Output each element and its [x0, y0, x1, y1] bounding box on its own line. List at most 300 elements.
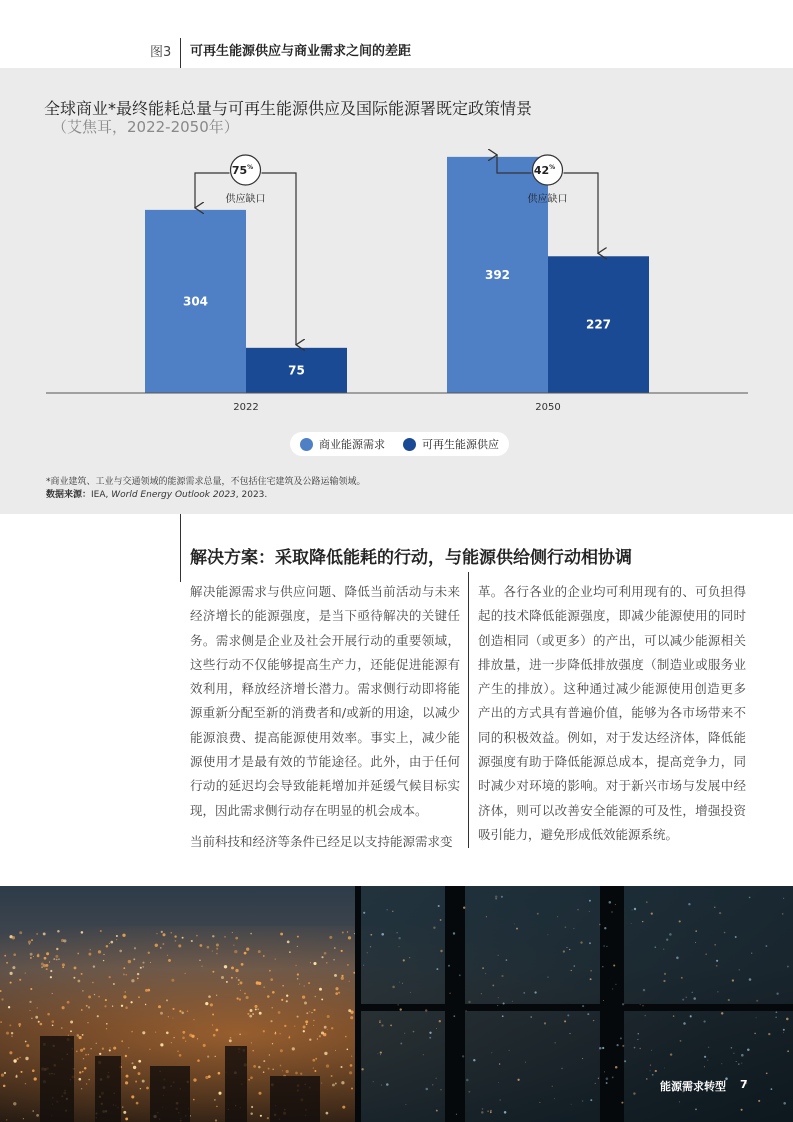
- city-light: [338, 992, 340, 994]
- reflected-light: [505, 1113, 506, 1114]
- reflected-light: [392, 986, 395, 989]
- city-light: [297, 1016, 299, 1018]
- reflected-light: [705, 954, 706, 955]
- city-light: [135, 1081, 137, 1083]
- city-light: [29, 1001, 31, 1003]
- city-light: [218, 1072, 221, 1075]
- city-light: [272, 1043, 273, 1044]
- reflected-light: [741, 1063, 742, 1064]
- city-light: [244, 952, 247, 955]
- reflected-light: [397, 1004, 398, 1005]
- reflected-light: [736, 1061, 737, 1062]
- city-light: [263, 1030, 265, 1032]
- reflected-light: [436, 968, 438, 970]
- city-light: [142, 1080, 145, 1083]
- reflected-light: [530, 1016, 532, 1018]
- reflected-light: [380, 1054, 381, 1055]
- city-light: [162, 933, 165, 936]
- city-light: [232, 932, 233, 933]
- city-light: [335, 992, 338, 995]
- reflected-light: [499, 1099, 501, 1101]
- city-light: [25, 1083, 26, 1084]
- city-light: [331, 1027, 333, 1029]
- reflected-light: [664, 973, 666, 975]
- reflected-light: [425, 1009, 427, 1011]
- reflected-light: [680, 1040, 682, 1042]
- reflected-light: [714, 907, 715, 908]
- city-light: [146, 1087, 149, 1090]
- reflected-light: [473, 1059, 475, 1061]
- reflected-light: [561, 1068, 563, 1070]
- city-light: [295, 1072, 298, 1075]
- city-light: [142, 1031, 145, 1034]
- reflected-light: [502, 1015, 504, 1017]
- city-light: [16, 1058, 18, 1060]
- city-light: [143, 966, 144, 967]
- reflected-light: [615, 1066, 618, 1069]
- reflected-light: [429, 1032, 431, 1034]
- reflected-light: [392, 911, 393, 912]
- reflected-light: [602, 1047, 604, 1049]
- city-light: [314, 1070, 316, 1072]
- reflected-light: [695, 930, 697, 932]
- reflected-light: [403, 959, 405, 961]
- city-light: [218, 1092, 221, 1095]
- reflected-light: [571, 1104, 572, 1105]
- paragraph: 革。各行各业的企业均可利用现有的、可负担得起的技术降低能源强度，即减少能源使用的同时创造相同（或更多）的产出，可以减少能源相关排放量，进一步降低排放强度（制造业或服务业产生的排放）。这种通过减少能源使用创造更多产出的方式具有普遍价值，能够为各市场带来不同的积极效益。例如，对于发达经济体，降低能源强度有助于降低能源总成本，提高竞争力，同时减少对环境的影响。对于新兴市场与发展中经济体，则可以改善安全能源的可及性，增强投资吸引能力，避免形成低效能源系统。: [478, 584, 746, 842]
- section-title: 解决方案：采取降低能耗的行动，与能源供给侧行动相协调: [190, 548, 632, 568]
- city-light: [43, 964, 46, 967]
- reflected-light: [491, 1052, 492, 1053]
- city-light: [238, 979, 240, 981]
- city-light: [25, 1057, 28, 1060]
- city-light: [136, 1102, 139, 1105]
- reflected-light: [756, 1017, 757, 1018]
- city-light: [106, 1028, 107, 1029]
- city-light: [347, 964, 349, 966]
- reflected-light: [679, 920, 681, 922]
- city-light: [88, 1054, 90, 1056]
- city-light: [250, 933, 252, 935]
- city-light: [294, 1025, 295, 1026]
- city-light: [207, 946, 210, 949]
- city-light: [246, 996, 249, 999]
- city-light: [333, 959, 335, 961]
- reflected-light: [449, 992, 451, 994]
- city-light: [1, 998, 3, 1000]
- city-light: [138, 1060, 141, 1063]
- reflected-light: [731, 1047, 733, 1049]
- city-light: [236, 977, 238, 979]
- reflected-light: [490, 1111, 492, 1113]
- reflected-light: [397, 932, 398, 933]
- reflected-light: [436, 1078, 437, 1079]
- reflected-light: [380, 1052, 382, 1054]
- reflected-light: [495, 898, 496, 899]
- city-light: [216, 953, 218, 955]
- city-light: [168, 959, 171, 962]
- city-light: [310, 962, 311, 963]
- city-light: [341, 1081, 344, 1084]
- reflected-light: [400, 1043, 402, 1045]
- reflected-light: [787, 1050, 789, 1052]
- city-light: [67, 1001, 70, 1004]
- city-light: [31, 939, 33, 941]
- reflected-light: [783, 1032, 784, 1033]
- city-light: [106, 1023, 108, 1025]
- city-light: [90, 949, 91, 950]
- reflected-light: [741, 1109, 743, 1111]
- city-light: [341, 977, 344, 980]
- city-light: [44, 957, 47, 960]
- city-light: [16, 1075, 18, 1077]
- reflected-light: [741, 1054, 744, 1057]
- reflected-light: [459, 974, 461, 976]
- city-light: [29, 1010, 30, 1011]
- reflected-light: [703, 1020, 705, 1022]
- city-light: [304, 1002, 307, 1005]
- city-light: [258, 950, 261, 953]
- reflected-light: [574, 965, 576, 967]
- city-light: [324, 1052, 327, 1055]
- legend-swatch-demand: [300, 438, 313, 451]
- reflected-light: [590, 970, 592, 972]
- city-light: [308, 982, 310, 984]
- city-light: [158, 1005, 161, 1008]
- city-light: [110, 941, 113, 944]
- reflected-light: [693, 997, 696, 1000]
- city-light: [178, 944, 181, 947]
- city-light: [82, 1034, 84, 1036]
- city-light: [216, 948, 218, 950]
- reflected-light: [439, 1020, 441, 1022]
- reflected-light: [643, 989, 645, 991]
- reflected-light: [717, 991, 718, 992]
- reflected-light: [381, 933, 384, 936]
- city-light: [252, 1013, 254, 1015]
- reflected-light: [604, 1071, 605, 1072]
- city-light: [28, 941, 31, 944]
- reflected-light: [456, 1114, 457, 1115]
- city-light: [311, 1012, 312, 1013]
- city-light: [103, 960, 104, 961]
- city-light: [73, 977, 75, 979]
- reflected-light: [612, 989, 613, 990]
- city-light: [74, 966, 77, 969]
- city-light: [299, 983, 300, 984]
- reflected-light: [557, 916, 558, 917]
- city-light: [349, 981, 350, 982]
- reflected-light: [776, 1011, 778, 1013]
- reflected-light: [589, 942, 591, 944]
- reflected-light: [539, 1102, 540, 1103]
- reflected-light: [652, 1074, 654, 1076]
- city-light: [350, 1016, 353, 1019]
- city-light: [197, 1059, 200, 1062]
- city-light: [171, 979, 174, 982]
- city-light: [254, 1005, 257, 1008]
- reflected-light: [566, 947, 567, 948]
- city-light: [140, 967, 142, 969]
- city-light: [83, 1058, 84, 1059]
- city-light: [41, 966, 43, 968]
- city-light: [354, 933, 355, 934]
- reflected-light: [379, 1020, 380, 1021]
- city-light: [35, 1016, 38, 1019]
- city-light: [79, 1036, 82, 1039]
- reflected-light: [632, 909, 633, 910]
- city-light: [36, 1114, 39, 1117]
- reflected-light: [642, 1005, 643, 1006]
- reflected-light: [747, 1048, 750, 1051]
- city-light: [260, 1115, 262, 1117]
- reflected-light: [499, 1063, 501, 1065]
- reflected-light: [612, 1077, 614, 1079]
- city-light: [121, 1005, 123, 1007]
- city-light: [130, 1001, 132, 1003]
- reflected-light: [370, 934, 372, 936]
- city-light: [173, 1037, 174, 1038]
- reflected-light: [436, 1110, 438, 1112]
- city-light: [252, 1050, 254, 1052]
- city-light: [326, 962, 327, 963]
- city-light: [248, 1079, 249, 1080]
- reflected-light: [453, 1015, 455, 1017]
- reflected-light: [786, 1018, 789, 1021]
- figure-title: 可再生能源供应与商业需求之间的差距: [190, 44, 412, 59]
- reflected-light: [765, 945, 767, 947]
- city-light: [286, 1000, 288, 1002]
- reflected-light: [402, 983, 403, 984]
- city-light: [342, 1106, 345, 1109]
- gap-percent-label: 75%: [231, 164, 254, 177]
- reflected-light: [423, 1054, 424, 1055]
- city-light: [92, 982, 94, 984]
- city-light: [76, 1051, 78, 1053]
- reflected-light: [616, 1044, 618, 1046]
- city-light: [90, 1048, 91, 1049]
- city-light: [267, 1117, 269, 1119]
- reflected-light: [738, 1063, 739, 1064]
- reflected-light: [782, 913, 784, 915]
- reflected-light: [534, 991, 536, 993]
- city-light: [263, 955, 265, 957]
- reflected-light: [409, 957, 410, 958]
- reflected-light: [405, 1104, 406, 1105]
- city-light: [282, 1070, 283, 1071]
- reflected-light: [367, 952, 368, 953]
- reflected-light: [707, 1060, 708, 1061]
- city-light: [86, 1005, 88, 1007]
- city-light: [56, 959, 58, 961]
- city-light: [122, 934, 125, 937]
- city-light: [123, 995, 126, 998]
- x-tick-label: 2050: [535, 402, 561, 413]
- legend-label-demand: 商业能源需求: [319, 438, 385, 451]
- reflected-light: [599, 924, 601, 926]
- city-light: [177, 1051, 178, 1052]
- city-light: [289, 951, 291, 953]
- city-light: [233, 945, 234, 946]
- city-light: [216, 995, 217, 996]
- city-light: [138, 1072, 141, 1075]
- city-light: [255, 1008, 257, 1010]
- city-light: [13, 1102, 16, 1105]
- gap-arrow-right: [262, 173, 297, 345]
- city-light: [334, 974, 337, 977]
- city-light: [309, 1011, 310, 1012]
- header-divider: [180, 38, 181, 68]
- reflected-light: [509, 1050, 510, 1051]
- reflected-light: [624, 1060, 626, 1062]
- reflected-light: [602, 966, 603, 967]
- city-light: [203, 1044, 206, 1047]
- figure-label: 图3: [150, 45, 172, 60]
- reflected-light: [621, 1102, 623, 1104]
- city-light: [56, 948, 58, 950]
- city-light: [102, 1048, 104, 1050]
- city-light: [175, 940, 177, 942]
- city-light: [168, 1016, 169, 1017]
- city-light: [257, 1008, 259, 1010]
- city-light: [280, 1065, 282, 1067]
- city-light: [263, 1060, 265, 1062]
- reflected-light: [673, 1015, 674, 1016]
- reflected-light: [440, 1089, 442, 1091]
- city-light: [181, 1012, 184, 1015]
- reflected-light: [440, 950, 442, 952]
- reflected-light: [724, 932, 726, 934]
- city-light: [319, 1035, 321, 1037]
- city-light: [162, 943, 164, 945]
- reflected-light: [771, 1088, 773, 1090]
- reflected-light: [633, 1092, 635, 1094]
- body-column-left: [190, 580, 460, 861]
- reflected-light: [537, 913, 539, 915]
- city-light: [208, 995, 211, 998]
- city-light: [125, 1081, 128, 1084]
- reflected-light: [733, 1053, 734, 1054]
- city-light: [326, 1064, 329, 1067]
- city-light: [70, 1021, 73, 1024]
- city-light: [12, 966, 15, 969]
- city-light: [297, 978, 299, 980]
- reflected-light: [695, 942, 696, 943]
- city-light: [128, 1047, 129, 1048]
- city-light: [126, 1075, 129, 1078]
- city-light: [321, 1031, 324, 1034]
- city-light: [303, 1026, 306, 1029]
- city-light: [140, 1088, 141, 1089]
- bar-value-label: 75: [288, 363, 305, 378]
- city-light: [351, 1088, 353, 1090]
- reflected-light: [670, 1053, 672, 1055]
- body-column-right: [478, 580, 746, 854]
- city-light: [240, 981, 243, 984]
- city-light: [268, 1068, 270, 1070]
- reflected-light: [577, 909, 578, 910]
- reflected-light: [453, 932, 455, 934]
- reflected-light: [613, 964, 615, 966]
- reflected-light: [432, 1084, 433, 1085]
- reflected-light: [609, 901, 612, 904]
- reflected-light: [413, 1031, 415, 1033]
- reflected-light: [766, 1072, 768, 1074]
- city-light: [125, 1006, 128, 1009]
- city-light: [109, 943, 110, 944]
- reflected-light: [487, 1110, 489, 1112]
- city-light: [313, 1025, 314, 1026]
- city-light: [171, 1042, 172, 1043]
- city-light: [240, 990, 241, 991]
- city-light: [332, 1084, 335, 1087]
- reflected-light: [399, 946, 400, 947]
- city-light: [40, 1023, 43, 1026]
- city-light: [96, 1043, 97, 1044]
- city-light: [36, 1007, 38, 1009]
- city-light: [81, 973, 83, 975]
- city-light: [250, 1076, 253, 1079]
- city-light: [32, 1069, 35, 1072]
- city-light: [123, 1111, 126, 1114]
- city-light: [47, 1013, 50, 1016]
- city-light: [239, 1034, 241, 1036]
- city-light: [208, 1075, 211, 1078]
- reflected-light: [582, 1005, 584, 1007]
- city-light: [97, 1015, 99, 1017]
- reflected-light: [363, 912, 365, 914]
- city-light: [247, 1013, 249, 1015]
- city-light: [224, 936, 225, 937]
- reflected-light: [642, 921, 643, 922]
- reflected-light: [481, 993, 482, 994]
- city-light: [125, 1117, 128, 1120]
- city-light: [267, 995, 270, 998]
- city-light: [18, 1023, 21, 1026]
- reflected-light: [719, 912, 721, 914]
- city-light: [85, 1054, 87, 1056]
- reflected-light: [663, 980, 665, 982]
- city-light: [236, 997, 238, 999]
- city-light: [98, 950, 101, 953]
- reflected-light: [386, 1083, 389, 1086]
- city-light: [166, 999, 168, 1001]
- city-light: [335, 1050, 336, 1051]
- reflected-light: [644, 1015, 646, 1017]
- reflected-light: [776, 993, 778, 995]
- city-light: [81, 1088, 82, 1089]
- city-light: [238, 984, 239, 985]
- reflected-light: [564, 1020, 566, 1022]
- city-light: [13, 953, 16, 956]
- column-divider: [468, 572, 469, 848]
- chart-source: [46, 487, 267, 500]
- city-light: [179, 1010, 181, 1012]
- reflected-light: [486, 916, 487, 917]
- city-light: [271, 1007, 273, 1009]
- reflected-light: [603, 945, 605, 947]
- city-light: [229, 1039, 232, 1042]
- reflected-light: [666, 939, 668, 941]
- reflected-light: [604, 927, 606, 929]
- city-light: [340, 1066, 342, 1068]
- city-light: [10, 972, 13, 975]
- reflected-light: [695, 1109, 697, 1111]
- reflected-light: [390, 1025, 392, 1027]
- reflected-light: [501, 896, 503, 898]
- city-light: [81, 1009, 83, 1011]
- source-label: 数据来源：: [46, 490, 92, 500]
